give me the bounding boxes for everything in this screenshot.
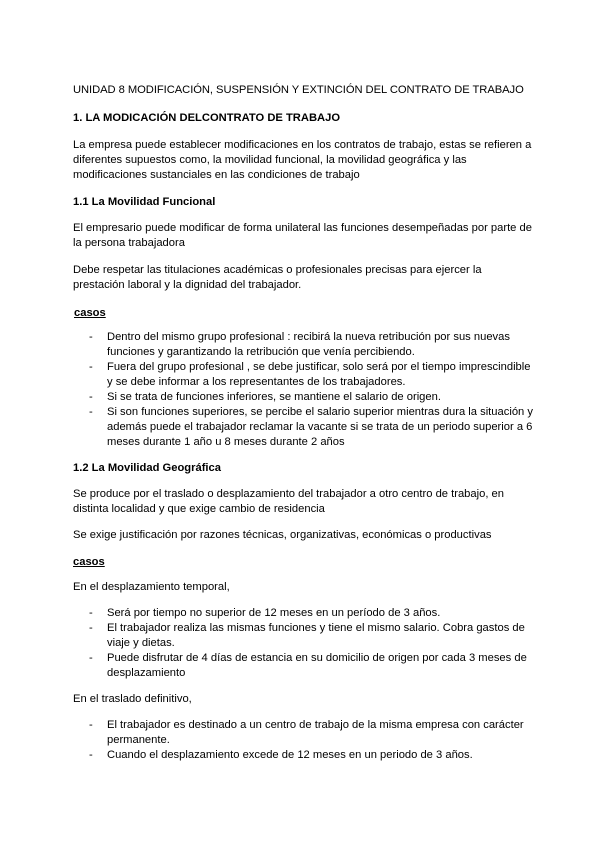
temporal-intro: En el desplazamiento temporal, <box>73 581 230 593</box>
temporal-list <box>73 606 533 681</box>
list-item: - Fuera del grupo profesional , se debe justificar, solo será por el tiempo imprescindible y se debe informar a los representantes de los trabajadores. <box>73 360 533 390</box>
section-1-1-heading: 1.1 La Movilidad Funcional <box>73 196 216 208</box>
list-item: - Puede disfrutar de 4 días de estancia en su domicilio de origen por cada 3 meses de desplazamiento <box>73 651 533 681</box>
section-1-1-paragraph-2: Debe respetar las titulaciones académicas o profesionales precisas para ejercer la prestación laboral y la dignidad del trabajador. <box>73 264 482 291</box>
list-item: - El trabajador es destinado a un centro de trabajo de la misma empresa con carácter permanente. <box>73 718 533 748</box>
definitivo-intro: En el traslado definitivo, <box>73 693 192 705</box>
document-title: UNIDAD 8 MODIFICACIÓN, SUSPENSIÓN Y EXTINCIÓN DEL CONTRATO DE TRABAJO <box>73 84 524 96</box>
section-1-paragraph: La empresa puede establecer modificaciones en los contratos de trabajo, estas se refieren a diferentes supuestos como, la movilidad funcional, la movilidad geográfica y las modificaciones sustanciales en las condiciones de trabajo <box>73 139 532 181</box>
section-1-2-heading: 1.2 La Movilidad Geográfica <box>73 462 221 474</box>
section-1-2-cases-label: casos <box>73 556 105 568</box>
list-item: - Si se trata de funciones inferiores, se mantiene el salario de origen. <box>73 390 533 405</box>
list-item: - El trabajador realiza las mismas funciones y tiene el mismo salario. Cobra gastos de viaje y dietas. <box>73 621 533 651</box>
list-item: - Será por tiempo no superior de 12 meses en un período de 3 años. <box>73 606 533 621</box>
list-item: - Si son funciones superiores, se percibe el salario superior mientras dura la situación y además puede el trabajador reclamar la vacante si se trata de un periodo superior a 6 meses durante 1 año u 8 meses durante 2 años <box>73 405 533 450</box>
section-1-1-paragraph-1: El empresario puede modificar de forma unilateral las funciones desempeñadas por parte de la persona trabajadora <box>73 222 532 249</box>
section-1-heading: 1. LA MODICACIÓN DELCONTRATO DE TRABAJO <box>73 112 341 124</box>
section-1-1-cases-label: casos <box>74 307 106 319</box>
section-1-2-paragraph-2: Se exige justificación por razones técnicas, organizativas, económicas o productivas <box>73 529 492 541</box>
section-1-1-cases-list <box>73 330 533 450</box>
list-item: - Cuando el desplazamiento excede de 12 meses en un periodo de 3 años. <box>73 748 533 763</box>
list-item: - Dentro del mismo grupo profesional : recibirá la nueva retribución por sus nuevas funciones y garantizando la retribución que venía percibiendo. <box>73 330 533 360</box>
definitivo-list <box>73 718 533 763</box>
section-1-2-paragraph-1: Se produce por el traslado o desplazamiento del trabajador a otro centro de trabajo, en distinta localidad y que exige cambio de residencia <box>73 488 504 515</box>
